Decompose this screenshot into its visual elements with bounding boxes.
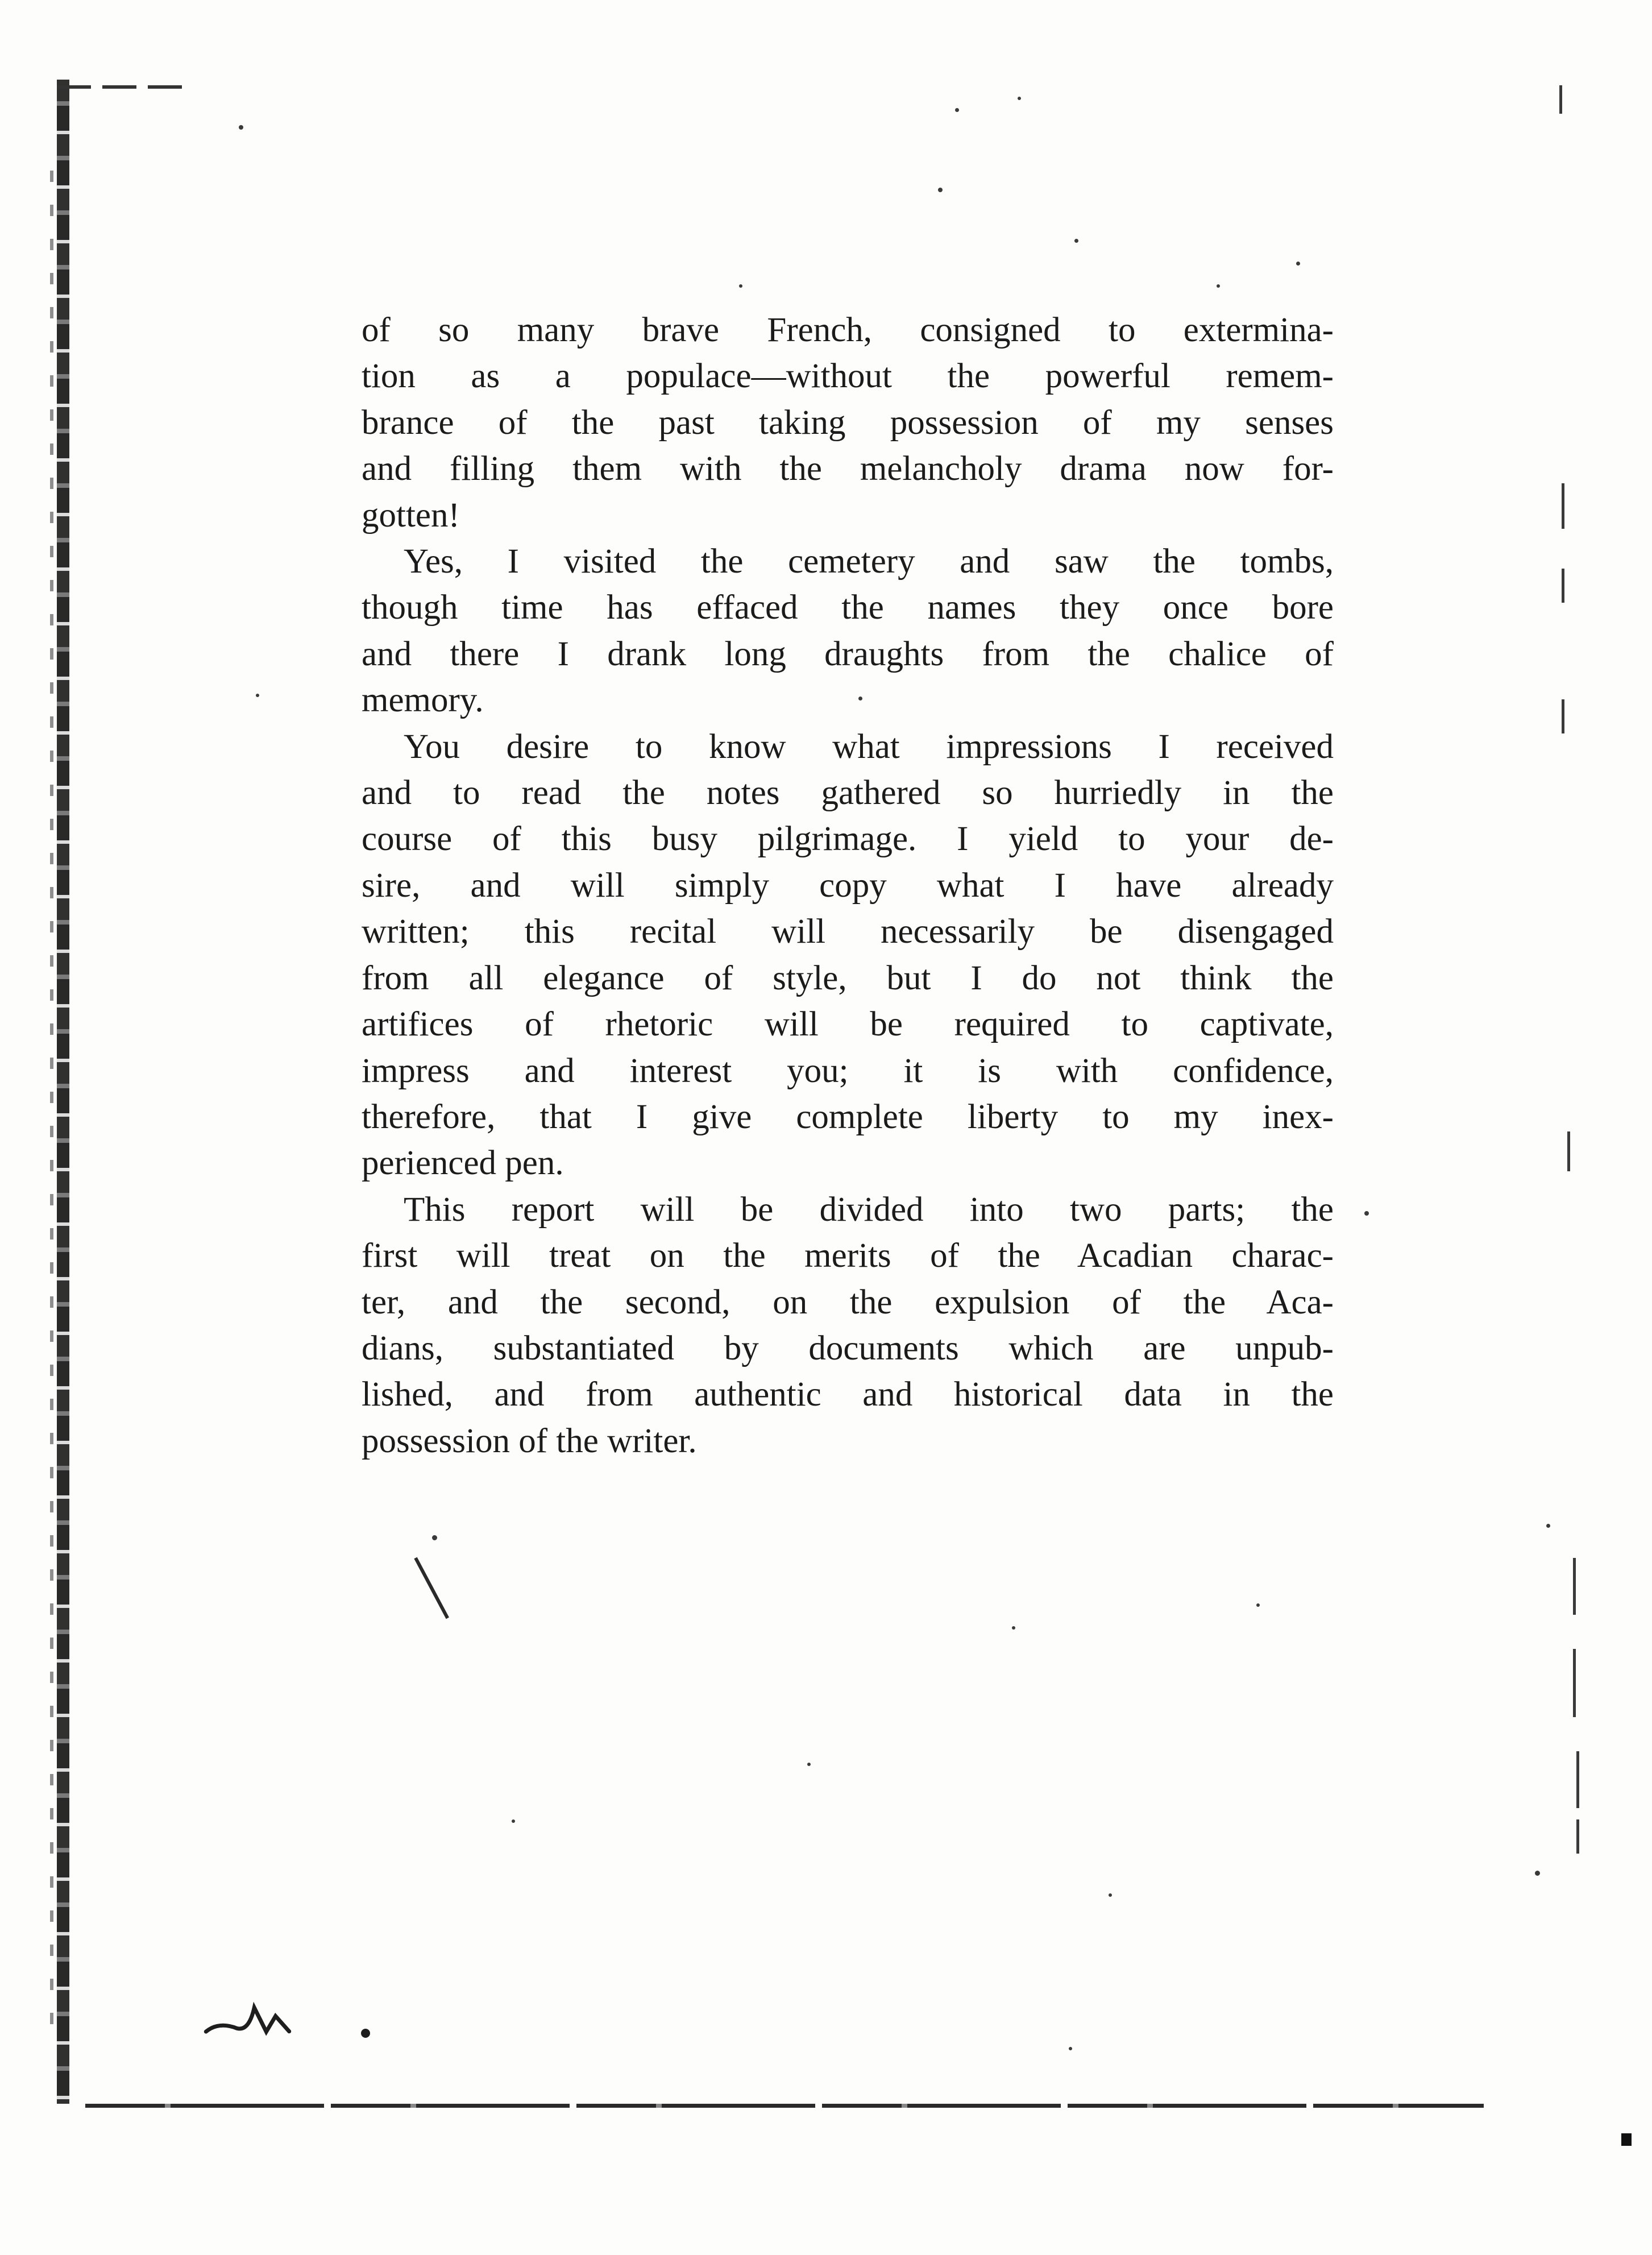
scan-speck xyxy=(1012,1626,1015,1630)
binding-edge xyxy=(57,80,69,2104)
text-line: and filling them with the melancholy drama now for- xyxy=(362,450,1334,488)
text-line: course of this busy pilgrimage. I yield to your de- xyxy=(362,820,1334,859)
text-line: Yes, I visited the cemetery and saw the tombs, xyxy=(404,542,1334,581)
right-margin-mark xyxy=(1559,85,1562,114)
scan-speck xyxy=(1109,1893,1112,1897)
scan-speck xyxy=(512,1819,515,1823)
scan-speck xyxy=(256,694,259,697)
scan-speck xyxy=(807,1763,811,1766)
text-line: tion as a populace—without the powerful remem- xyxy=(362,357,1334,396)
scan-speck xyxy=(938,188,943,192)
text-line: and to read the notes gathered so hurriedly in the xyxy=(362,774,1334,813)
text-line: and there I drank long draughts from the chalice of xyxy=(362,635,1334,673)
right-margin-mark xyxy=(1562,569,1564,603)
scan-speck xyxy=(1535,1871,1540,1876)
text-line: of so many brave French, consigned to extermina- xyxy=(362,311,1334,349)
binding-edge-shadow xyxy=(50,171,53,2047)
scan-speck xyxy=(239,125,243,130)
text-line: gotten! xyxy=(362,496,460,534)
text-line: perienced pen. xyxy=(362,1144,564,1183)
text-line: artifices of rhetoric will be required to captivate, xyxy=(362,1005,1334,1044)
stray-pen-mark xyxy=(414,1557,449,1619)
right-margin-mark xyxy=(1573,1649,1576,1717)
paragraph xyxy=(362,1187,1334,1464)
text-line: This report will be divided into two parts; the xyxy=(404,1190,1334,1229)
text-line: ter, and the second, on the expulsion of the Aca- xyxy=(362,1283,1334,1321)
body-text xyxy=(362,307,1334,1464)
text-line: memory. xyxy=(362,681,484,720)
text-line: lished, and from authentic and historical data in the xyxy=(362,1375,1334,1414)
paragraph xyxy=(362,307,1334,538)
right-margin-mark xyxy=(1573,1558,1576,1615)
text-line: therefore, that I give complete liberty to my inex- xyxy=(362,1097,1334,1136)
handwritten-mark xyxy=(198,1977,320,2061)
scan-speck xyxy=(1296,262,1300,266)
bottom-edge-rule xyxy=(85,2104,1484,2108)
scan-speck xyxy=(1069,2047,1072,2050)
text-line: written; this recital will necessarily be disengaged xyxy=(362,913,1334,951)
text-line: from all elegance of style, but I do not think the xyxy=(362,959,1334,997)
scan-speck xyxy=(955,108,959,112)
scan-speck xyxy=(1364,1211,1369,1216)
right-margin-mark xyxy=(1576,1819,1579,1854)
scan-speck xyxy=(432,1535,437,1540)
scan-speck xyxy=(739,284,742,288)
corner-mark xyxy=(1621,2133,1632,2146)
text-line: sire, and will simply copy what I have already xyxy=(362,866,1334,905)
scan-speck xyxy=(1018,97,1021,100)
right-margin-mark xyxy=(1562,483,1564,529)
text-line: possession of the writer. xyxy=(362,1421,697,1460)
scan-speck xyxy=(1546,1524,1550,1528)
paragraph xyxy=(362,538,1334,724)
text-line: dians, substantiated by documents which are unpub- xyxy=(362,1329,1334,1367)
paragraph xyxy=(362,724,1334,1187)
text-line: brance of the past taking possession of my senses xyxy=(362,403,1334,442)
ink-dot xyxy=(361,2029,370,2038)
text-line: You desire to know what impressions I received xyxy=(404,727,1334,766)
scan-speck xyxy=(1217,284,1220,288)
text-line: first will treat on the merits of the Acadian charac- xyxy=(362,1237,1334,1275)
text-line: impress and interest you; it is with confidence, xyxy=(362,1051,1334,1090)
text-line: though time has effaced the names they once bore xyxy=(362,588,1334,627)
top-edge-rule xyxy=(57,85,182,89)
scan-speck xyxy=(1074,239,1078,243)
right-margin-mark xyxy=(1576,1751,1579,1808)
scan-speck xyxy=(1256,1603,1260,1607)
right-margin-mark xyxy=(1562,699,1564,733)
right-margin-mark xyxy=(1567,1131,1570,1171)
